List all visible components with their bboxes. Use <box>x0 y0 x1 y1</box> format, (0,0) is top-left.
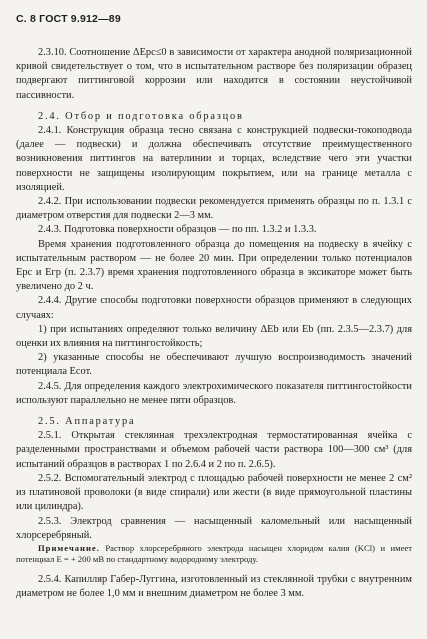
note-block <box>16 543 412 566</box>
section-heading-2-4: 2.4. Отбор и подготовка образцов <box>38 110 244 122</box>
paragraph-2-4-1: 2.4.1. Конструкция образца тесно связана с конструкцией подвески-токоподвода (далее — подвески) и должна обеспечивать отсутствие преимущественного возникновения питтингов на ватерлинии и торцах, вследствие чего эти участки поверхности не защищены изолирующим покрытием, или на границе металла с изоляцией. <box>16 125 412 193</box>
paragraph-2-4-5: 2.4.5. Для определения каждого электрохимического показателя питтингостойкости используют параллельно не менее пяти образцов. <box>16 380 412 406</box>
section-heading-2-5: 2.5. Аппаратура <box>38 416 136 428</box>
paragraph-2-5-2: 2.5.2. Вспомогательный электрод с площадью рабочей поверхности не менее 2 см² из платиновой проволоки (в виде спирали) или жести (в виде прямоугольной пластины или цилиндра). <box>16 472 412 513</box>
note-text: Раствор хлорсеребряного электрода насыщен хлоридом калия (KCl) и имеет потенциал E = + 200 мВ по стандартному водородному электроду. <box>16 542 412 565</box>
list-item-2: 2) указанные способы не обеспечивают лучшую воспроизводимость значений потенциала Eсот. <box>16 352 412 378</box>
paragraph-2-4-3: 2.4.3. Подготовка поверхности образцов — по пп. 1.3.2 и 1.3.3. <box>38 224 317 236</box>
paragraph-2-5-4: 2.5.4. Капилляр Габер-Луггина, изготовленный из стеклянной трубки с внутренним диаметром не более 1,0 мм и внешним диаметром не более 3 мм. <box>16 573 412 599</box>
paragraph-2-5-3: 2.5.3. Электрод сравнения — насыщенный каломельный или насыщенный хлорсеребряный. <box>16 515 412 541</box>
paragraph-2-5-1: 2.5.1. Открытая стеклянная трехэлектродная термостатированная ячейка с разделенными пространствами и объемом рабочей части раствора 100—300 см³ (для испытаний образцов в растворах 1 по 2.6.4 и 2 по п. 2.6.5). <box>16 430 412 470</box>
page-header: С. 8 ГОСТ 9.912—89 <box>16 13 121 25</box>
paragraph-2-4-4: 2.4.4. Другие способы подготовки поверхности образцов применяют в следующих случаях: <box>16 295 412 321</box>
paragraph-2-3-10: 2.3.10. Соотношение ΔEрс≤0 в зависимости от характера анодной поляризационной кривой свидетельствует о том, что в испытательном растворе без поляризации образец подвергают питтинговой коррозии или находится в состоянии неустойчивой пассивности. <box>16 47 412 101</box>
paragraph-2-4-2: 2.4.2. При использовании подвески рекомендуется применять образцы по п. 1.3.1 с диаметром отверстия для подвески 2—3 мм. <box>16 196 412 222</box>
paragraph-storage-time: Время хранения подготовленного образца до помещения на подвеску в ячейку с испытательным раствором — не более 20 мин. При определении только потенциалов Eрс и Eгр (п. 2.3.7) время хранения подготовленного образца в эксикаторе может быть увеличено до 2 ч. <box>16 238 412 293</box>
note-label: Примечание. <box>38 542 100 553</box>
list-item-1: 1) при испытаниях определяют только величину ΔEb или Eb (пп. 2.3.5—2.3.7) для оценки их влияния на питтингостойкость; <box>16 323 412 350</box>
document-body <box>16 46 412 601</box>
